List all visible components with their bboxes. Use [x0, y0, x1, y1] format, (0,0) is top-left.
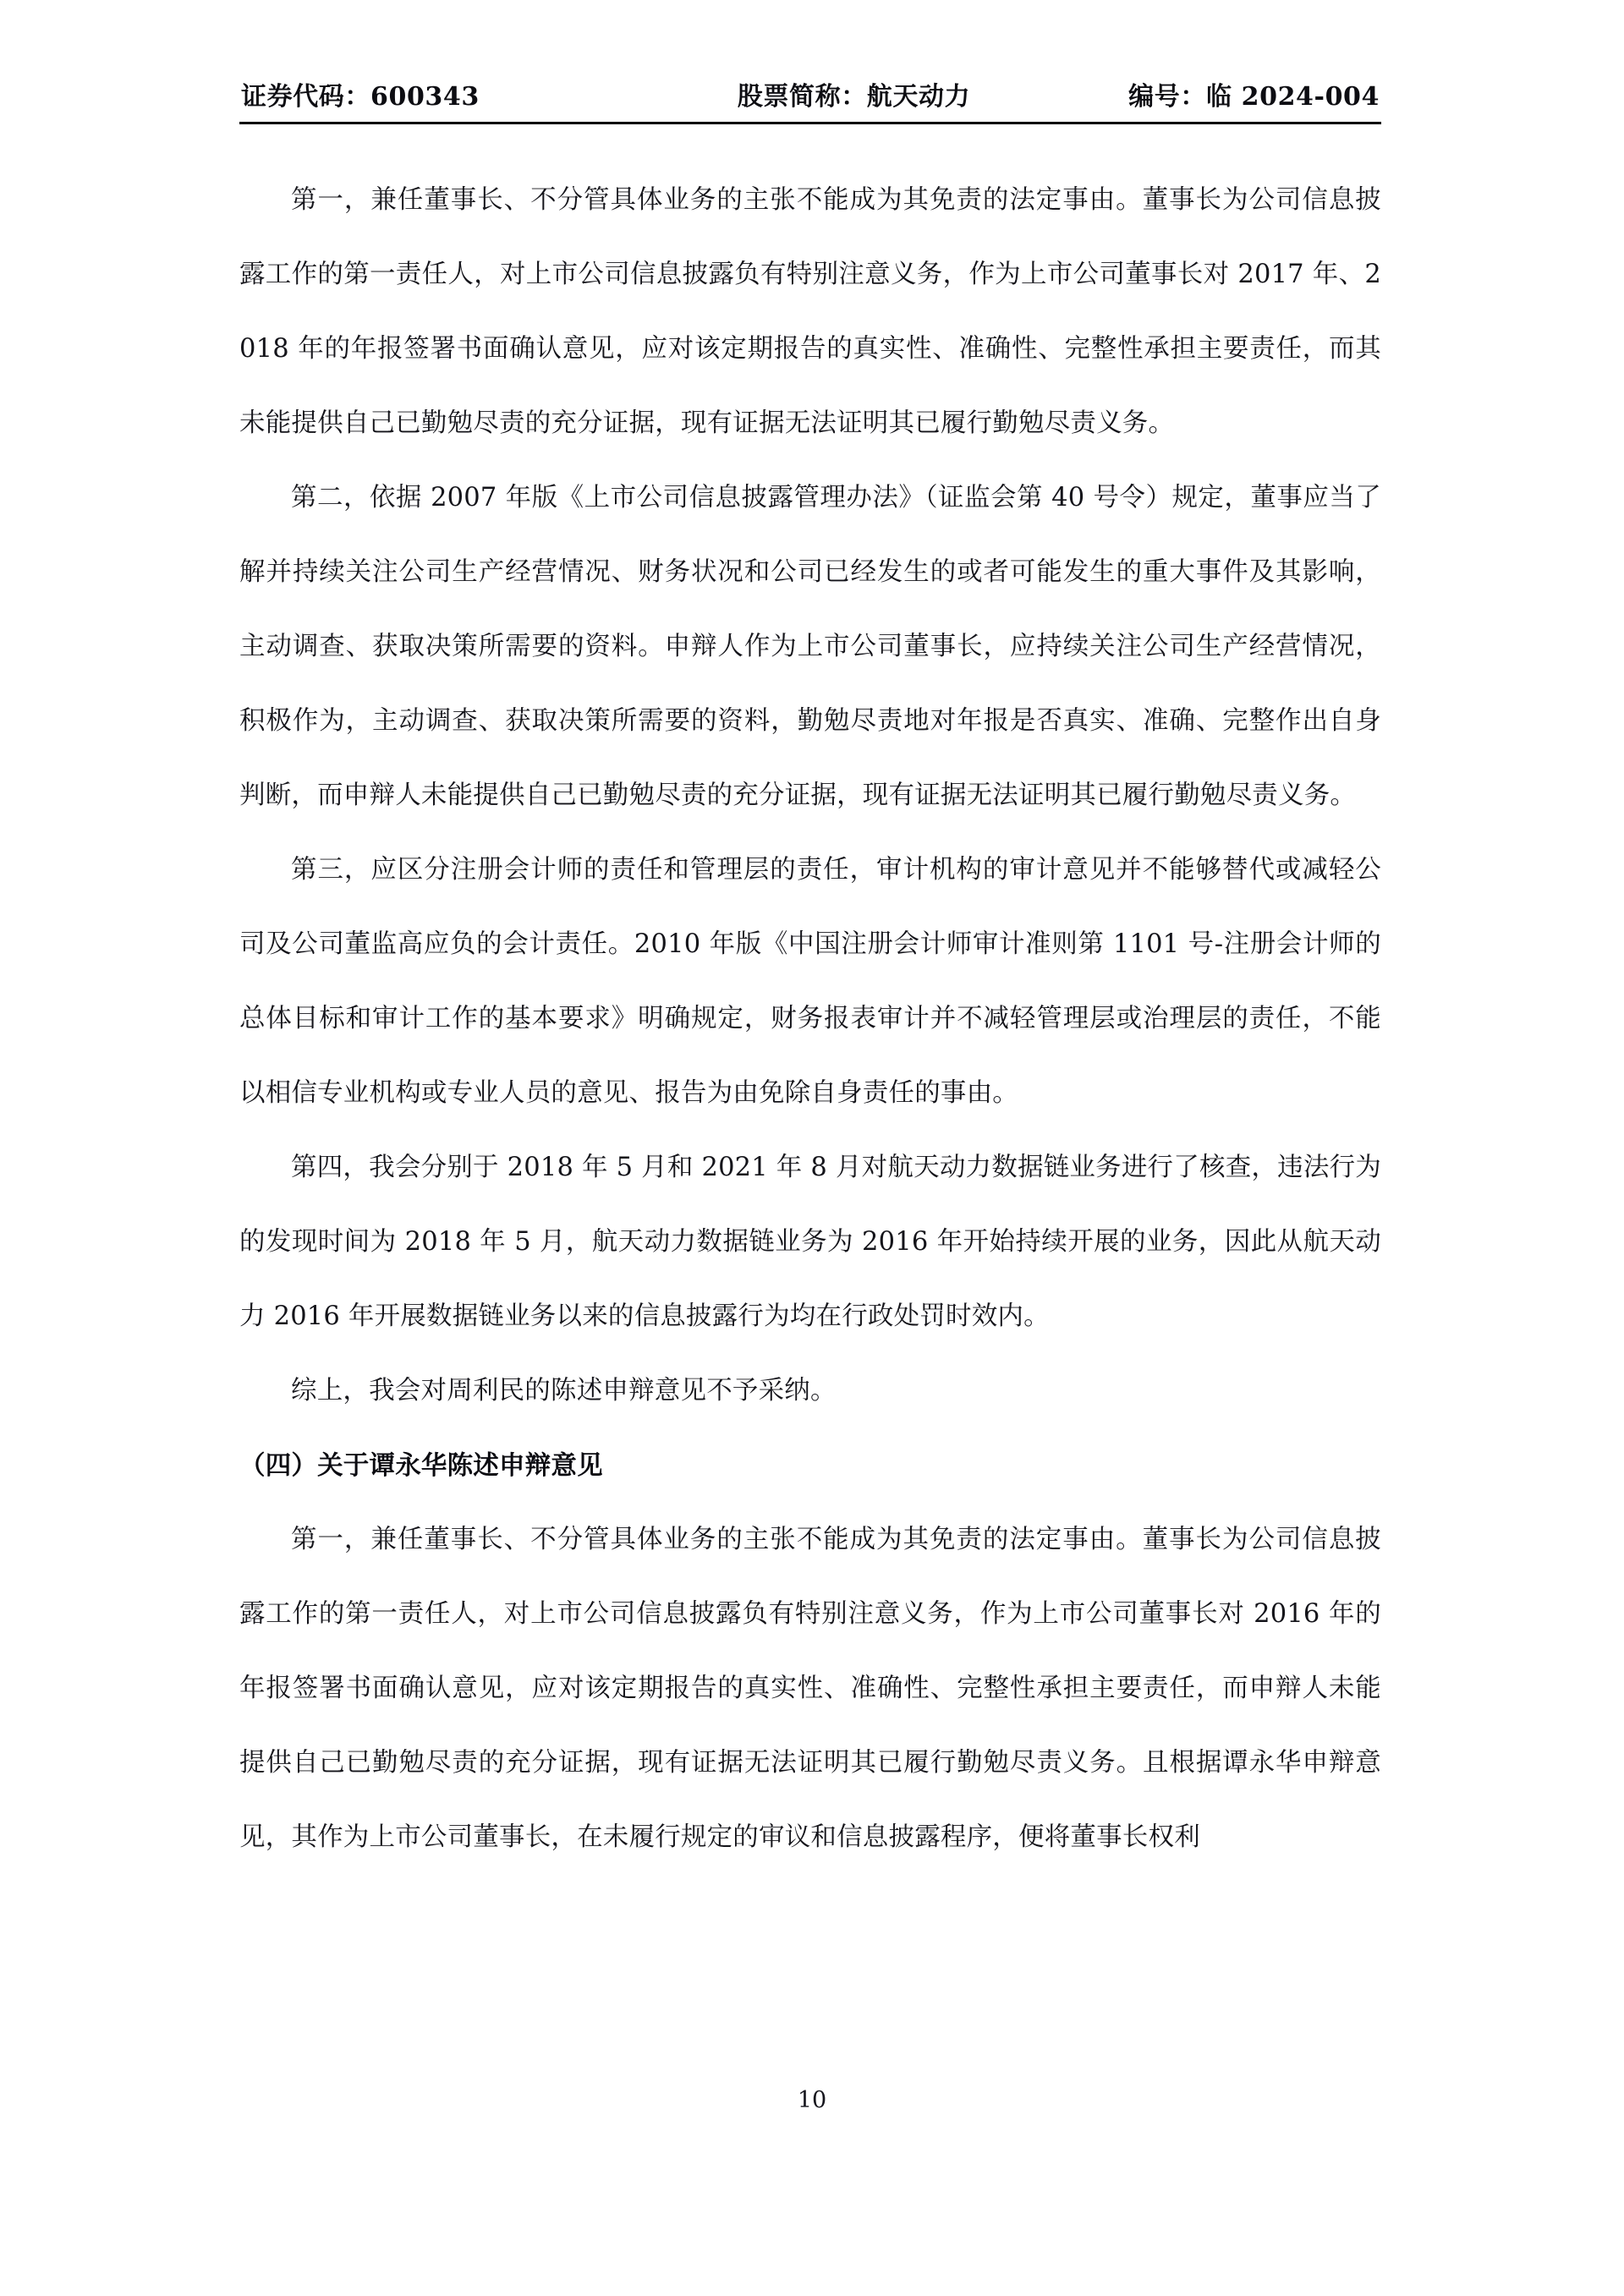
document-body	[239, 163, 1381, 1875]
header-divider-rule	[239, 122, 1381, 124]
header-stock-abbreviation: 股票简称：航天动力	[737, 82, 971, 112]
paragraph-first-point: 第一，兼任董事长、不分管具体业务的主张不能成为其免责的法定事由。董事长为公司信息披露工作的第一责任人，对上市公司信息披露负有特别注意义务，作为上市公司董事长对 2017 年、2018 年的年报签署书面确认意见，应对该定期报告的真实性、准确性、完整性承担主要责任，而其未能提供自己已勤勉尽责的充分证据，现有证据无法证明其已履行勤勉尽责义务。	[239, 184, 1381, 438]
page-content-area	[239, 81, 1381, 1875]
paragraph-second-point: 第二，依据 2007 年版《上市公司信息披露管理办法》（证监会第 40 号令）规定，董事应当了解并持续关注公司生产经营情况、财务状况和公司已经发生的或者可能发生的重大事件及其影响，主动调查、获取决策所需要的资料。申辩人作为上市公司董事长，应持续关注公司生产经营情况，积极作为，主动调查、获取决策所需要的资料，勤勉尽责地对年报是否真实、准确、完整作出自身判断，而申辩人未能提供自己已勤勉尽责的充分证据，现有证据无法证明其已履行勤勉尽责义务。	[239, 482, 1381, 810]
paragraph-fourth-point: 第四，我会分别于 2018 年 5 月和 2021 年 8 月对航天动力数据链业务进行了核查，违法行为的发现时间为 2018 年 5 月，航天动力数据链业务为 2016 年开始持续开展的业务，因此从航天动力 2016 年开展数据链业务以来的信息披露行为均在行政处罚时效内。	[239, 1152, 1381, 1331]
header-document-number: 编号：临 2024-004	[1128, 82, 1380, 112]
document-running-header	[239, 81, 1381, 122]
heading-section-four-tan-yonghua: （四）关于谭永华陈述申辩意见	[239, 1449, 603, 1481]
page-number: 10	[797, 2087, 827, 2113]
header-security-code: 证券代码：600343	[241, 82, 480, 112]
paragraph-third-point: 第三，应区分注册会计师的责任和管理层的责任，审计机构的审计意见并不能够替代或减轻公司及公司董监高应负的会计责任。2010 年版《中国注册会计师审计准则第 1101 号-注册会计师的总体目标和审计工作的基本要求》明确规定，财务报表审计并不减轻管理层或治理层的责任，不能以相信专业机构或专业人员的意见、报告为由免除自身责任的事由。	[239, 854, 1381, 1108]
paragraph-conclusion-zhou-limin: 综上，我会对周利民的陈述申辩意见不予采纳。	[291, 1375, 837, 1406]
paragraph-tan-yonghua-first-point: 第一，兼任董事长、不分管具体业务的主张不能成为其免责的法定事由。董事长为公司信息披露工作的第一责任人，对上市公司信息披露负有特别注意义务，作为上市公司董事长对 2016 年的年报签署书面确认意见，应对该定期报告的真实性、准确性、完整性承担主要责任，而申辩人未能提供自己已勤勉尽责的充分证据，现有证据无法证明其已履行勤勉尽责义务。且根据谭永华申辩意见，其作为上市公司董事长，在未履行规定的审议和信息披露程序，便将董事长权利	[239, 1524, 1381, 1852]
